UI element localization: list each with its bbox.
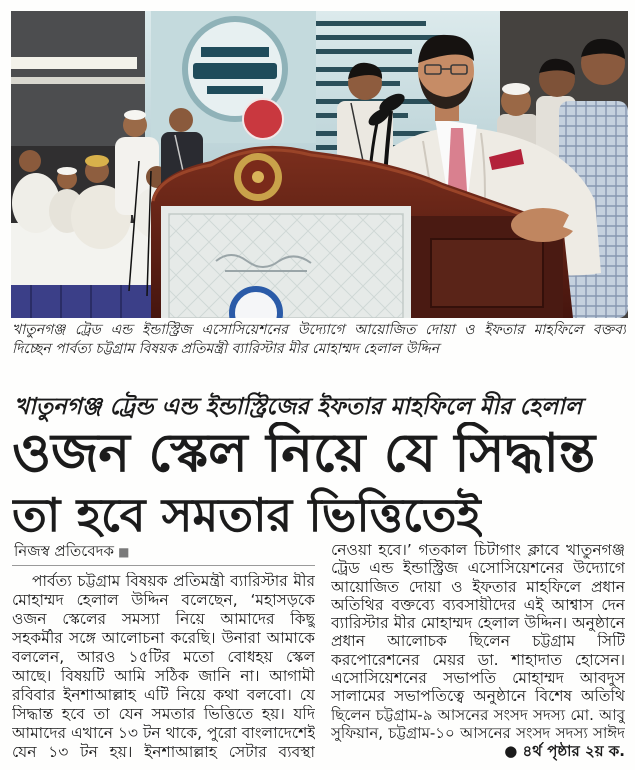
podium-blue-logo xyxy=(232,289,280,318)
body-column-right xyxy=(331,541,625,761)
banner-title-mark xyxy=(193,63,277,79)
podium-panel-inset xyxy=(169,214,403,318)
byline-text: নিজস্ব প্রতিবেদক xyxy=(14,542,115,560)
body-line: আমাদের এখানে ১৩ টন থাকে, পুরো বাংলাদেশেই xyxy=(12,724,315,742)
guest-head xyxy=(169,108,193,132)
guest-cap xyxy=(124,110,146,120)
guest-cap xyxy=(57,167,77,175)
body-line: ওজন স্কেলের সমস্যা নিয়ে আমাদের কিছু xyxy=(12,610,315,628)
body-line: আয়োজিত দোয়া ও ইফতার মাহফিলে প্রধান xyxy=(331,577,625,596)
podium-emblem-center xyxy=(252,171,264,183)
body-line: সালামের সভাপতিত্বে অনুষ্ঠানে বিশেষ অতিথি xyxy=(331,687,625,706)
body-line: ব্যারিস্টার মীর মোহাম্মদ হেলাল উদ্দিন। অনুষ্ঠানে xyxy=(331,614,625,633)
body-line: নেওয়া হবে।’ গতকাল চিটাগাং ক্লাবে খাতুনগঞ্জ xyxy=(331,541,625,559)
body-line: সুফিয়ান, চট্টগ্রাম-১০ আসনের সংসদ সদস্য সাঈদ xyxy=(331,723,625,742)
body-line: মোহাম্মদ হেলাল উদ্দিন বলেছেন, ‘মহাসড়কে xyxy=(12,591,315,609)
photo-caption xyxy=(12,321,626,359)
body-line: ট্রেড এন্ড ইন্ডাস্ট্রিজ এসোসিয়েশনের উদ্যোগে xyxy=(331,559,625,578)
byline xyxy=(14,540,314,562)
banner-title-mark xyxy=(207,86,263,94)
kicker-headline: খাতুনগঞ্জ ট্রেন্ড এন্ড ইন্ডাস্ট্রিজের ইফতার মাহফিলে মীর হেলাল xyxy=(14,394,582,420)
byline-rule xyxy=(12,565,315,566)
podium-side-inset xyxy=(431,239,543,307)
ceiling-light xyxy=(11,57,137,69)
attendee-cap xyxy=(502,83,530,95)
guest-head xyxy=(19,150,41,172)
news-photo xyxy=(11,11,628,318)
body-line: অতিথির বক্তব্যে ব্যবসায়ীদের এই আশ্বাস দেন xyxy=(331,595,625,614)
body-line: করপোরেশনের মেয়র ডা. শাহাদাত হোসেন। xyxy=(331,650,625,669)
body-line: ছিলেন চট্টগ্রাম-৯ আসনের সংসদ সদস্য মো. আবু xyxy=(331,705,625,724)
continuation-bullet: ● xyxy=(504,742,518,761)
continuation-text: ৪র্থ পৃষ্ঠার ২য় ক. xyxy=(522,742,625,761)
headline-line: তা হবে সমতার ভিত্তিতেই xyxy=(12,488,481,542)
caption-line: খাতুনগঞ্জ ট্রেড এন্ড ইন্ডাস্ট্রিজ এসোসিয়েশনের উদ্যোগে আয়োজিত দোয়া ও ইফতার মাহফিলে বক্তব্য xyxy=(12,322,626,338)
banner-title-mark xyxy=(201,47,269,57)
news-photo-drawing xyxy=(11,11,628,318)
body-line: সিদ্ধান্ত হবে তা যেন সমতার ভিত্তিতে হয়। যদি xyxy=(12,705,315,723)
body-line: আছে। বিষয়টি আমি সঠিক জানি না। আগামী xyxy=(12,667,315,685)
body-line: বললেন, আরও ১৫টির মতো বোধহয় স্কেল xyxy=(12,648,315,666)
body-column-left xyxy=(12,572,315,762)
body-line: যেন ১৩ টন হয়। ইনশাআল্লাহ সেটার ব্যবস্থা xyxy=(12,743,315,761)
body-line: এসোসিয়েশনের সভাপতি মোহাম্মদ আবদুস xyxy=(331,669,625,688)
blue-chairs xyxy=(11,285,157,318)
body-line: প্রধান আলোচক ছিলেন চট্টগ্রাম সিটি xyxy=(331,632,625,651)
continuation-note xyxy=(331,742,625,760)
ceiling-light xyxy=(11,77,145,84)
banner-red-roundel xyxy=(243,99,283,139)
caption-line: দিচ্ছেন পার্বত্য চট্টগ্রাম বিষয়ক প্রতিমন্ত্রী ব্যারিস্টার মীর মোহাম্মদ হেলাল উদ্দিন xyxy=(12,341,440,357)
headline-line: ওজন স্কেল নিয়ে যে সিদ্ধান্ত xyxy=(12,423,596,484)
guest-cap xyxy=(85,155,109,167)
body-line: পার্বত্য চট্টগ্রাম বিষয়ক প্রতিমন্ত্রী ব্যারিস্টার মীর xyxy=(32,572,315,590)
body-line: সহকর্মীর সঙ্গে আলোচনা করেছি। উনারা আমাকে xyxy=(12,629,315,647)
byline-square-marker: ■ xyxy=(118,545,130,559)
body-line: রবিবার ইনশাআল্লাহ এটি নিয়ে কথা বলবো। যে xyxy=(12,686,315,704)
